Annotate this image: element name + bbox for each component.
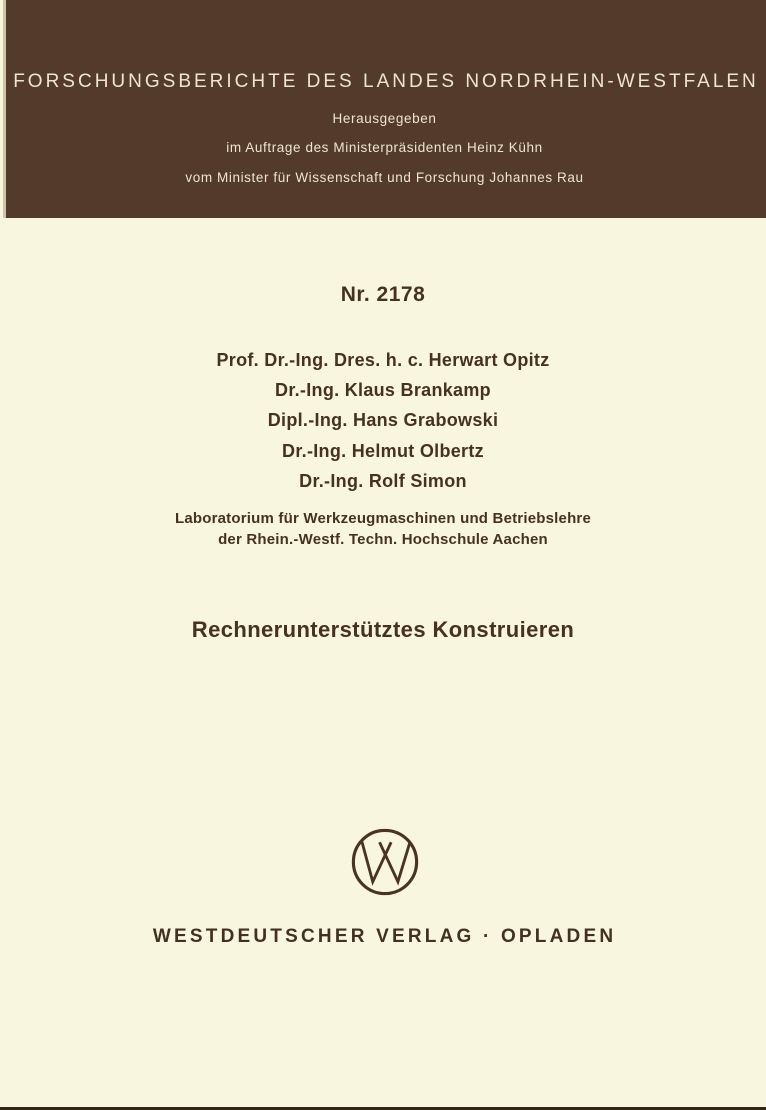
affiliation — [0, 509, 766, 550]
affiliation-line: der Rhein.-Westf. Techn. Hochschule Aachen — [218, 530, 548, 548]
publisher-logo — [351, 828, 419, 896]
author-name: Dr.-Ing. Rolf Simon — [299, 470, 467, 491]
author-list — [0, 345, 766, 496]
series-title: FORSCHUNGSBERICHTE DES LANDES NORDRHEIN-WESTFALEN — [13, 71, 759, 92]
minister-line: vom Minister für Wissenschaft und Forschung Johannes Rau — [185, 170, 584, 185]
w-monogram-icon — [351, 828, 419, 896]
book-title: Rechnerunterstütztes Konstruieren — [191, 617, 575, 642]
affiliation-line: Laboratorium für Werkzeugmaschinen und Betriebslehre — [174, 510, 592, 527]
report-number: Nr. 2178 — [340, 283, 426, 306]
series-header-band — [3, 0, 766, 218]
commission-line: im Auftrage des Ministerpräsidenten Heinz Kühn — [226, 140, 543, 155]
author-name: Dipl.-Ing. Hans Grabowski — [267, 410, 499, 431]
author-name: Prof. Dr.-Ing. Dres. h. c. Herwart Opitz — [216, 350, 550, 370]
author-name: Dr.-Ing. Klaus Brankamp — [275, 380, 491, 401]
author-name: Dr.-Ing. Helmut Olbertz — [282, 440, 484, 461]
publisher-imprint: WESTDEUTSCHER VERLAG · OPLADEN — [152, 926, 617, 947]
scan-left-edge — [3, 0, 6, 218]
published-by-line: Herausgegeben — [332, 111, 437, 126]
